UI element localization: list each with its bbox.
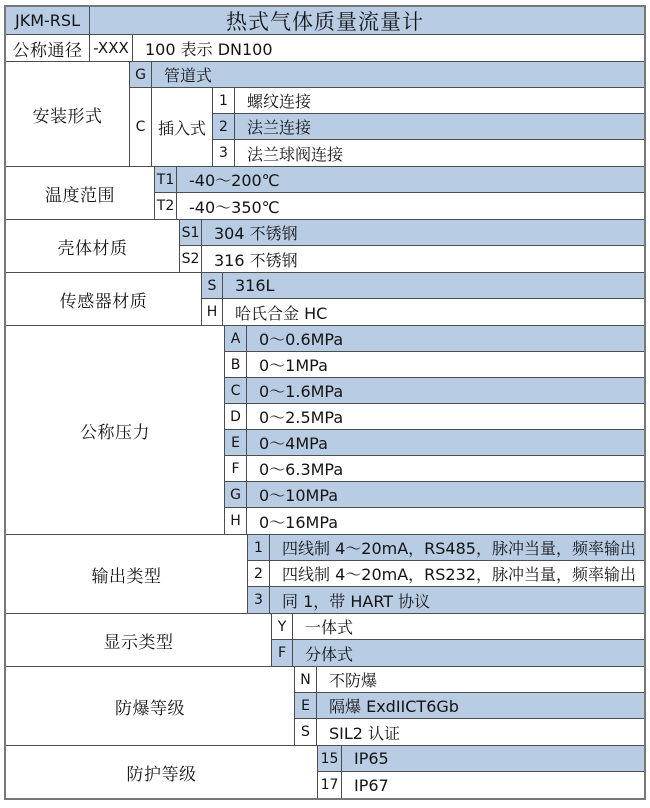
option-code: H — [225, 508, 247, 534]
section-pressure — [6, 326, 644, 535]
section-protection — [6, 746, 644, 798]
option-code: Y — [272, 614, 293, 639]
option-desc: 管道式 — [164, 66, 213, 85]
option-code: G — [130, 62, 152, 87]
option-desc: 同 1，带 HART 协议 — [282, 591, 431, 611]
option-row — [180, 220, 644, 246]
option-desc: 四线制 4～20mA，RS232，脉冲当量，频率输出 — [282, 565, 636, 584]
option-row — [225, 378, 644, 404]
option-row — [225, 326, 644, 352]
option-desc: 法兰球阀连接 — [247, 144, 344, 164]
section-output — [6, 535, 644, 614]
protection-options — [318, 746, 644, 798]
option-desc: 哈氏合金 HC — [235, 303, 328, 323]
option-code: T1 — [155, 167, 177, 192]
option-desc: 304 不锈钢 — [214, 224, 298, 243]
insert-subgroup — [130, 88, 644, 166]
option-desc: 0～0.6MPa — [259, 330, 344, 349]
option-row — [248, 535, 644, 561]
table-header-row — [6, 7, 644, 35]
option-row — [295, 693, 644, 719]
option-row — [295, 719, 644, 745]
option-desc: 316 不锈钢 — [214, 250, 298, 270]
option-row — [213, 140, 644, 166]
option-row — [155, 167, 644, 193]
explosion-label: 防爆等级 — [6, 667, 295, 745]
section-sensor-material — [6, 273, 644, 326]
option-desc: 0～6.3MPa — [259, 460, 344, 479]
sensor-label: 传感器材质 — [6, 273, 202, 325]
option-code: N — [295, 667, 317, 692]
option-code: G — [225, 482, 247, 507]
option-code: F — [225, 456, 247, 481]
option-desc: 0～4MPa — [259, 434, 328, 453]
sensor-options — [202, 273, 644, 325]
option-code: 3 — [248, 587, 270, 613]
option-desc: 0～1.6MPa — [259, 382, 344, 401]
option-desc: 0～2.5MPa — [259, 408, 344, 427]
diameter-code: -XXX — [90, 35, 133, 61]
option-desc: 隔爆 ExdIICT6Gb — [329, 697, 459, 716]
option-row — [272, 614, 644, 640]
option-code: 17 — [318, 772, 342, 798]
option-desc: 316L — [235, 276, 275, 295]
option-code: S1 — [180, 220, 202, 245]
option-desc: 0～16MPa — [259, 512, 339, 532]
shell-label: 壳体材质 — [6, 220, 180, 272]
display-label: 显示类型 — [6, 614, 272, 666]
model-code: JKM-RSL — [6, 7, 90, 34]
option-row — [248, 587, 644, 613]
insert-label: 插入式 — [152, 88, 213, 166]
option-row — [202, 273, 644, 299]
section-diameter — [6, 35, 644, 62]
option-code: S — [202, 273, 223, 298]
option-row — [202, 299, 644, 325]
option-desc: 不防爆 — [329, 671, 378, 690]
temperature-options — [155, 167, 644, 219]
option-row — [295, 667, 644, 693]
option-code: H — [202, 299, 223, 325]
install-label: 安装形式 — [6, 62, 130, 166]
insert-code: C — [130, 88, 152, 166]
option-code: B — [225, 352, 247, 377]
option-code: 1 — [213, 88, 235, 113]
option-desc: 0～1MPa — [259, 356, 328, 375]
option-desc: 四线制 4～20mA，RS485，脉冲当量，频率输出 — [282, 539, 636, 558]
option-code: F — [272, 640, 293, 666]
section-install — [6, 62, 644, 167]
diameter-desc: 100 表示 DN100 — [145, 39, 273, 59]
option-code: S — [295, 719, 317, 745]
option-row — [213, 88, 644, 114]
product-title: 热式气体质量流量计 — [90, 7, 644, 34]
model-selection-table — [4, 5, 646, 800]
option-desc: 一体式 — [305, 618, 354, 637]
option-code: 1 — [248, 535, 270, 560]
output-options — [248, 535, 644, 613]
option-desc: 0～10MPa — [259, 486, 339, 505]
option-code: 2 — [213, 114, 235, 139]
option-code: D — [225, 404, 247, 429]
option-row — [272, 640, 644, 666]
option-row — [248, 561, 644, 587]
option-row — [318, 772, 644, 798]
option-row — [180, 246, 644, 272]
option-row — [225, 456, 644, 482]
shell-options — [180, 220, 644, 272]
section-shell-material — [6, 220, 644, 273]
option-desc: 法兰连接 — [247, 118, 312, 137]
option-row — [225, 508, 644, 534]
option-code: E — [295, 693, 317, 718]
option-row — [318, 746, 644, 772]
section-temperature — [6, 167, 644, 220]
section-explosion-proof — [6, 667, 644, 746]
option-code: 2 — [248, 561, 270, 586]
option-code: 3 — [213, 140, 235, 166]
section-display — [6, 614, 644, 667]
protection-label: 防护等级 — [6, 746, 318, 798]
display-options — [272, 614, 644, 666]
option-desc: IP67 — [354, 775, 389, 795]
install-options — [130, 62, 644, 166]
pressure-label: 公称压力 — [6, 326, 225, 534]
option-code: S2 — [180, 246, 202, 272]
option-row — [155, 193, 644, 219]
pressure-options — [225, 326, 644, 534]
option-row — [225, 430, 644, 456]
option-desc: -40～200℃ — [189, 171, 280, 190]
option-desc: IP65 — [354, 749, 389, 768]
output-label: 输出类型 — [6, 535, 248, 613]
option-desc: 螺纹连接 — [247, 92, 312, 111]
option-code: C — [225, 378, 247, 403]
option-code: 15 — [318, 746, 342, 771]
option-code: T2 — [155, 193, 177, 219]
option-row — [130, 62, 644, 88]
option-code: E — [225, 430, 247, 455]
option-row — [225, 404, 644, 430]
insert-options — [213, 88, 644, 166]
option-row — [213, 114, 644, 140]
option-code: A — [225, 326, 247, 351]
option-desc: -40～350℃ — [189, 197, 280, 217]
diameter-label: 公称通径 — [6, 35, 90, 61]
explosion-options — [295, 667, 644, 745]
option-desc: 分体式 — [305, 644, 354, 664]
option-row — [225, 482, 644, 508]
option-desc: SIL2 认证 — [329, 723, 401, 743]
temperature-label: 温度范围 — [6, 167, 155, 219]
option-row — [225, 352, 644, 378]
